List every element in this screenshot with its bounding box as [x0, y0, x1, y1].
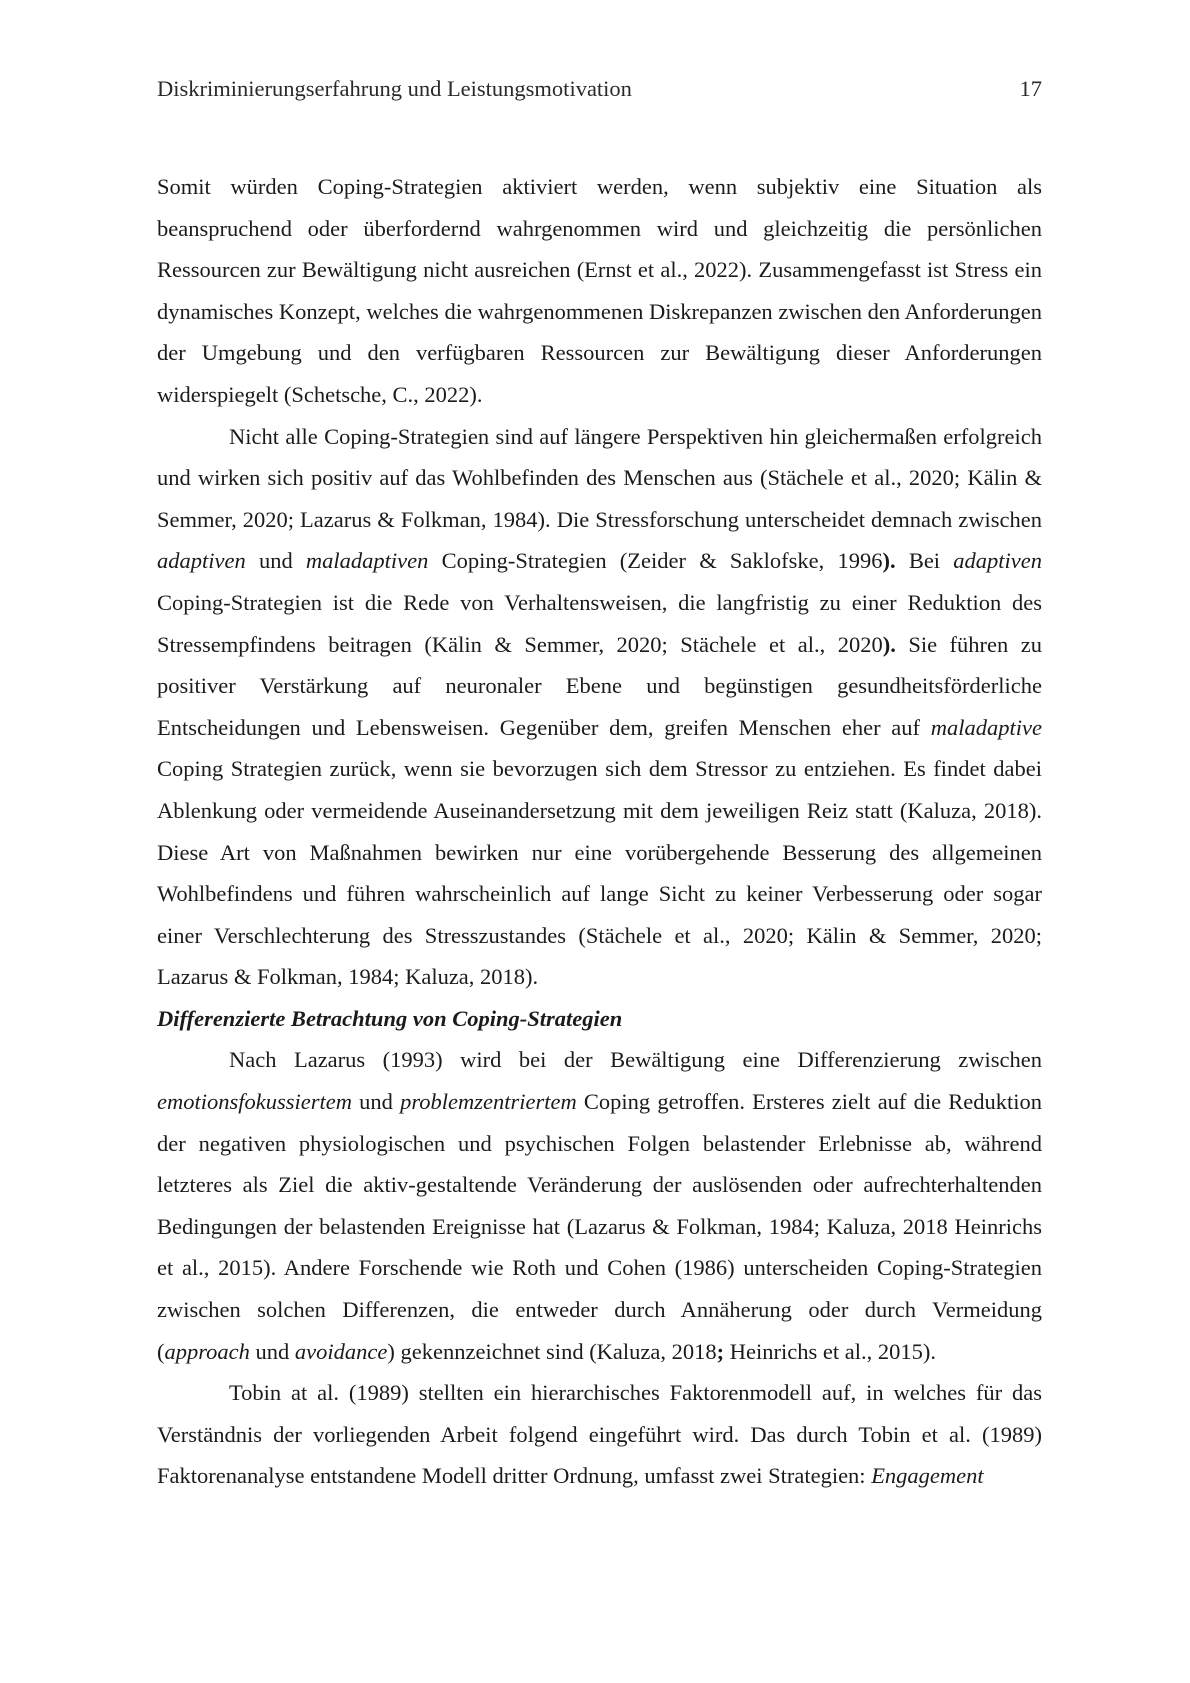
paragraph-2 [157, 416, 1042, 998]
text-run: und [351, 1089, 401, 1115]
text-run: und [249, 1338, 295, 1364]
section-heading: Differenzierte Betrachtung von Coping-Strategien [157, 1005, 623, 1031]
paragraph-1: Somit würden Coping-Strategien aktiviert werden, wenn subjektiv eine Situation als beanspruchend oder überfordernd wahrgenommen wird und gleichzeitig die persönlichen Ressourcen zur Bewältigung nicht ausreichen (Ernst et al., 2022). Zusammengefasst ist Stress ein dynamisches Konzept, welches die wahrgenommenen Diskrepanzen zwischen den Anforderungen der Umgebung und den verfügbaren Ressourcen zur Bewältigung dieser Anforderungen widerspiegelt (Schetsche, C., 2022). [157, 174, 1042, 407]
page-number: 17 [1019, 76, 1042, 101]
emphasis: maladaptive [930, 714, 1042, 740]
paragraph-4 [157, 1372, 1042, 1497]
emphasis: approach [164, 1338, 250, 1364]
text-run: Heinrichs et al., 2015). [724, 1338, 936, 1364]
text-run: Sie führen zu positiver Verstärkung auf neuronaler Ebene und begünstigen gesundheitsförderliche Entscheidungen und Lebensweisen. Gegenüber dem, greifen Menschen eher auf [157, 631, 1042, 740]
text-run: Bei [895, 548, 954, 574]
running-head [157, 74, 1042, 104]
text-run: Nach Lazarus (1993) wird bei der Bewältigung eine Differenzierung zwischen [229, 1047, 1042, 1073]
text-run: Coping-Strategien (Zeider & Saklofske, 1996 [428, 548, 883, 574]
emphasis: maladaptiven [305, 548, 429, 574]
text-run: Coping-Strategien ist die Rede von Verhaltensweisen, die langfristig zu einer Reduktion des Stressempfindens beitragen (Kälin & Semmer, 2020; Stächele et al., 2020 [157, 589, 1042, 657]
text-run: Nicht alle Coping-Strategien sind auf längere Perspektiven hin gleichermaßen erfolgreich und wirken sich positiv auf das Wohlbefinden des Menschen aus (Stächele et al., 2020; Kälin & Semmer, 2020; Lazarus & Folkman, 1984). Die Stressforschung unterscheidet demnach zwischen [157, 423, 1042, 532]
emphasis: problemzentriertem [400, 1089, 577, 1115]
emphasis: emotionsfokussiertem [157, 1089, 352, 1115]
bold-run: ; [716, 1338, 725, 1364]
emphasis: adaptiven [157, 548, 246, 574]
text-run: und [245, 548, 306, 574]
text-run: Tobin at al. (1989) stellten ein hierarchisches Faktorenmodell auf, in welches für das Verständnis der vorliegenden Arbeit folgend eingeführt wird. Das durch Tobin et al. (1989) Faktorenanalyse entstandene Modell dritter Ordnung, umfasst zwei Strategien: [157, 1380, 1042, 1489]
emphasis: Engagement [871, 1463, 984, 1489]
text-run: Coping getroffen. Ersteres zielt auf die Reduktion der negativen physiologischen und psychischen Folgen belastender Erlebnisse ab, während letzteres als Ziel die aktiv-gestaltende Veränderung der auslösenden oder aufrechterhaltenden Bedingungen der belastenden Ereignisse hat (Lazarus & Folkman, 1984; Kaluza, 2018 Heinrichs et al., 2015). Andere Forschende wie Roth und Cohen (1986) unterscheiden Coping-Strategien zwischen solchen Differenzen, die entweder durch Annäherung oder durch Vermeidung ( [157, 1089, 1042, 1364]
emphasis: avoidance [294, 1338, 388, 1364]
emphasis: adaptiven [953, 548, 1043, 574]
paragraph-3 [157, 1039, 1042, 1372]
running-title: Diskriminierungserfahrung und Leistungsmotivation [157, 76, 632, 101]
bold-run: ). [882, 631, 896, 657]
body-text [157, 166, 1042, 1497]
text-run: ) gekennzeichnet sind (Kaluza, 2018 [387, 1338, 717, 1364]
text-run: Coping Strategien zurück, wenn sie bevorzugen sich dem Stressor zu entziehen. Es findet dabei Ablenkung oder vermeidende Auseinandersetzung mit dem jeweiligen Reiz statt (Kaluza, 2018). Diese Art von Maßnahmen bewirken nur eine vorübergehende Besserung des allgemeinen Wohlbefindens und führen wahrscheinlich auf lange Sicht zu keiner Verbesserung oder sogar einer Verschlechterung des Stresszustandes (Stächele et al., 2020; Kälin & Semmer, 2020; Lazarus & Folkman, 1984; Kaluza, 2018). [157, 756, 1042, 990]
bold-run: ). [882, 548, 896, 574]
